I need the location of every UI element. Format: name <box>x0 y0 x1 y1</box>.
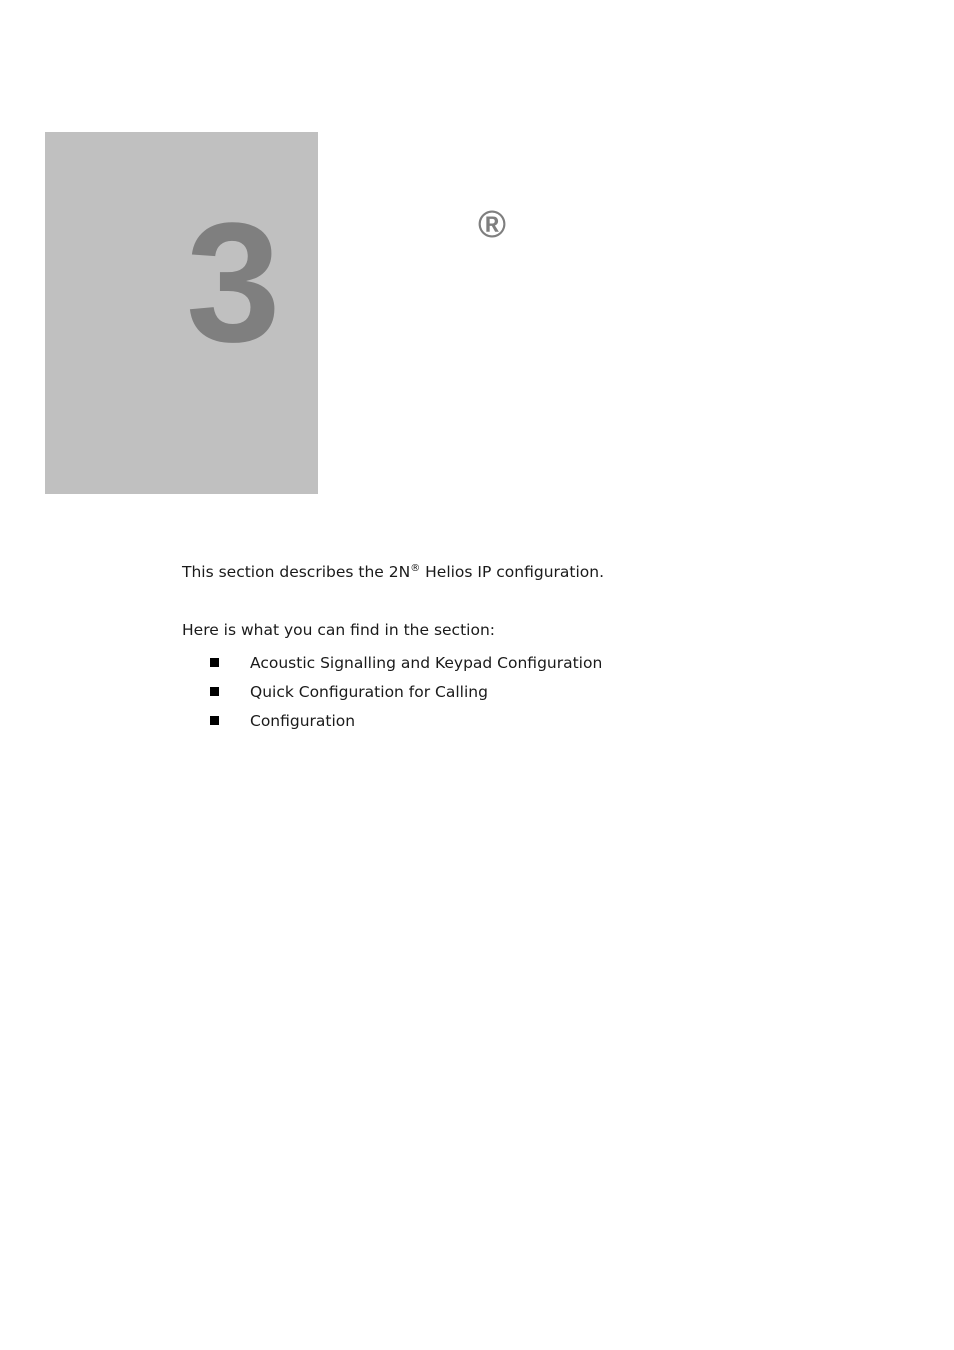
section-intro <box>182 561 604 583</box>
chapter-number-panel <box>45 132 318 494</box>
chapter-title-registered-mark: ® <box>478 204 506 246</box>
square-bullet-icon <box>210 658 219 667</box>
section-lead: Here is what you can find in the section: <box>182 621 495 639</box>
intro-text-before: This section describes the 2N <box>182 563 411 581</box>
list-item <box>210 706 602 735</box>
list-item <box>210 677 602 706</box>
square-bullet-icon <box>210 687 219 696</box>
list-item-label: Quick Configuration for Calling <box>250 682 488 701</box>
chapter-number: 3 <box>186 188 277 378</box>
registered-mark: ® <box>410 563 421 574</box>
intro-text-after: Helios IP configuration. <box>420 563 605 581</box>
list-item-label: Configuration <box>250 711 356 730</box>
square-bullet-icon <box>210 716 219 725</box>
section-contents-list <box>210 648 602 735</box>
list-item-label: Acoustic Signalling and Keypad Configuration <box>250 653 603 672</box>
list-item <box>210 648 602 677</box>
